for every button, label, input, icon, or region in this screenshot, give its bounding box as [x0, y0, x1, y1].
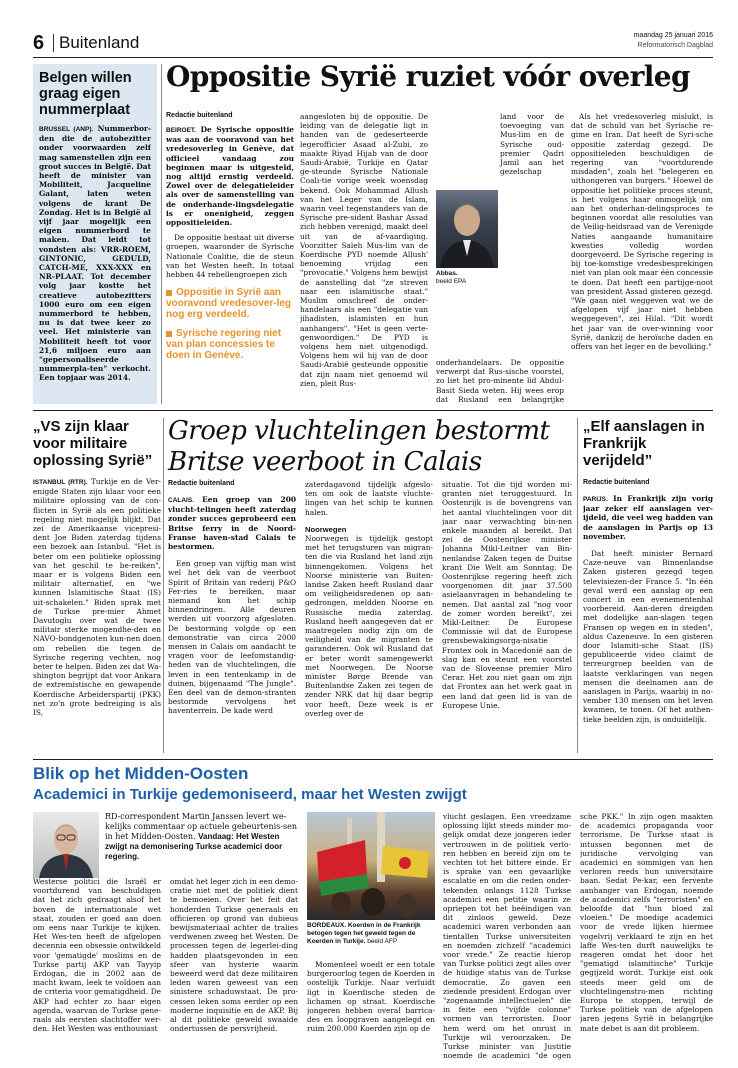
- koerden-caption: [307, 922, 435, 946]
- bullet-square-icon: [166, 290, 172, 296]
- page-header: [33, 30, 713, 56]
- sidebar-vs-body: Turkije en de Ver-enigde Staten zijn klaar voor een militaire oplossing van de con-flicten in Syrië als een politieke regeling niet mogelijk blijkt. Dat zei de Amerikaanse vicepresi-dent Joe Biden zaterdag tijdens een bezoek aan Istanbul. "Het is beter om een politieke oplossing van het geschil te be-reiken", maar er is volgens Biden een militair alternatief, en "we kunnen Islamitische Staat (IS) uit-schakelen." Biden sprak met de Turkse pre-mier Ahmet Davutoglu over wat de twee militair sterke mogendhe-den en NAVO-bondgenoten kun-nen doen om rebellen die tegen de Syrische regering vechten, nog beter te helpen. Biden zei dat Wa-shington begrijpt dat voor Ankara de extremistische en gewapende Koerdische Arbeiderspartij (PKK) net zo'n grote bedreiging is als IS,: [33, 477, 161, 718]
- column-intro-bold: Vandaag: Het Westen zwijgt na demonisering Turkse academici door regering.: [105, 832, 283, 861]
- lead-col-3: [436, 112, 564, 404]
- abbas-caption-credit: beeld EPA: [436, 278, 467, 285]
- sidebar-frankrijk-kicker: PARIJS.: [583, 496, 608, 503]
- calais-intro: Een groep van 200 vlucht-telingen heeft zaterdag zonder succes geprobeerd een Britse ferry in de Noord-Franse haven-stad Calais te bestormen.: [168, 495, 296, 552]
- column-col-5: sche PKK." In zijn ogen maakten de academici propaganda voor terrorisme. De Turkse staat is intussen begonnen met de juridische vervolging van academici en sommigen van hen verloren reeds hun universitaire baan. Sedat Pe-kar, een fervente aanhanger van Erdogan, noemde de academici zelfs "terroristen" en beloofde dat "hun bloed zal vloeien." De moedige academici voor de vrede lijken hiermee vogelvrij verklaard te zijn en het laffe Wes-ten durft nauwelijks te reageren omdat het door het "gematigd islamitische" Turkije gegijzeld wordt. Turkije eist ook steeds meer geld om de vluchtelingenstro-men richting Europa te stoppen, terwijl de Turkse politiek van de afgelopen jaren jegens Syrië in belangrijke mate debet is aan dit probleem.: [580, 812, 713, 1033]
- lead-headline: Oppositie Syrië ruziet vóór overleg: [166, 60, 691, 93]
- page-number: 6: [33, 32, 45, 54]
- issue-date: maandag 25 januari 2016: [633, 32, 713, 39]
- column-col-3: Momenteel woedt er een totale burgeroorlog tegen de Koerden in oostelijk Turkije. Naar verluidt ligt in Koerdische steden de lichamen op straat. Koerdische jongeren hebben overal barrica-des en loopgraven aangelegd en ruim 200.000 Koerden zijn op de: [307, 960, 435, 1034]
- calais-kicker: CALAIS.: [168, 497, 194, 504]
- sidebar-vs-kicker: ISTANBUL (RTR).: [33, 479, 88, 486]
- koerden-photo: [307, 812, 435, 920]
- calais-col-3: situatie. Tot die tijd worden mi-granten niet teruggestuurd. In Oostenrijk is de bovengrens van het aantal vluchtelingen voor dit jaar naar verwachting bin-nen enkele maanden al bereikt. Dat zei de Oostenrijkse minister Johanna Mikl-Leitner van Bin-nenlandse Zaken tegen de Duitse krant Die Welt am Sonntag. De Oostenrijkse regering heeft zich voorgenomen dit jaar 37.500 asielaanvragen in behandeling te nemen. Dat aantal zal "nog voor de zomer worden bereikt", zei Mikl-Leitner. De Europese Commissie wil dat de Europese grensbewakingsorga-nisatie Frontex ook in Macedonië aan de slag kan en steunt een voorstel van de Sloveense premier Miro Cerar. Het zou niet gaan om zijn dat Frontex aan het werk gaat in een land dat geen lid is van de Europese Unie.: [442, 480, 572, 710]
- column-headline: Academici in Turkije gedemoniseerd, maar het Westen zwijgt: [33, 786, 467, 803]
- lead-col-4: Als het vredesoverleg mislukt, is dat de schuld van het Syrische re-gime en Iran. Dat heeft de Syri-sche oppositie zaterdag gezegd. De oppositieleden beschuldigen de regering van "voortdurende misdaden", zoals het "belegeren en uithongeren van burgers." Hoewel de oppositie het politieke proces steunt, is het volgens haar onmogelijk om aan het onderhan-delingsproces te beginnen voordat alle resoluties van de Veilig-heidsraad van de Verenigde Naties aangaande humanitaire kwesties volledig worden doorgevoerd. De Syrische regering is bij toe-komstige vredesbesprekingen niet van plan ook maar één concessie te doen. Dat heeft een partijge-noot van president Assad gisteren gezegd. "We gaan niet weggeven wat we de afgelopen vijf jaar niet hebben weggegeven", zei Hilal. "Dit wordt het jaar van de over-winning voor Syrië, dankzij de heroïsche daden en offers van het leger en de bevolking.": [571, 112, 713, 352]
- section-name: Buitenland: [59, 33, 140, 52]
- koerden-caption-kicker: BORDEAUX.: [307, 922, 347, 929]
- lead-col1-text: De oppositie bestaat uit diverse groepen, waaronder de Syrische Nationale Coalitie, die de steun van het Westen heeft. In totaal hebben 44 rebellengroepen zich: [166, 233, 294, 280]
- sidebar-vs-title: „VS zijn klaar voor militaire oplossing Syrië”: [33, 418, 153, 469]
- sidebar-kicker: BRUSSEL (ANP).: [39, 126, 94, 133]
- abbas-caption-name: Abbas.: [436, 270, 458, 277]
- koerden-caption-text: Koerden in de Frankrijk betogen tegen het geweld tegen de Koerden in Turkije.: [307, 922, 421, 945]
- newspaper-name: Reformatorisch Dagblad: [637, 42, 713, 49]
- calais-byline: Redactie buitenland: [168, 480, 235, 487]
- lead-col-1: [166, 112, 294, 404]
- calais-col-2: zaterdagavond tijdelijk afgeslo-ten om ook de laatste vluchte-lingen van het schip te kunnen halen. Noorwegen Noorwegen is tijdelijk gestopt met het terugsturen van migran-ten die via Rusland het land zijn binnengekomen. Volgens het Noorse ministerie van Buiten-landse Zaken heeft Rusland daar om veiligheidsredenen op aan-gedrongen, meldden Noorse en Russische media zaterdag. Rusland heeft aangegeven dat er maatregelen nodig zijn om de veiligheid van de migranten te garanderen. Ook wil Rusland dat er beter wordt samengewerkt met Noorwegen. De Noorse minister Børge Brende van Buitenlandse Zaken zei tegen de zender NRK dat hij daar begrip voor heeft. Deze week is er overleg over de: [305, 480, 433, 718]
- calais-headline: Groep vluchtelingen bestormt Britse veerboot in Calais: [168, 416, 550, 477]
- column-col-2: omdat het leger zich in een demo-cratie niet met de politiek dient te bemoeien. Over het feit dat honderden Turkse generaals en officieren op grond van dubieus bewijsmateriaal achter de tralies verdwenen zweeg het Westen. De processen tegen de legerlei-ding hadden plaatsgevonden in een sfeer van hysterie waarin beweerd werd dat deze militairen leden waren geweest van een sinistere schaduwstaat. De pro-cessen leken soms eerder op een moderne inquisitie en de AKP. Bij al dit politieke geweld swaaide ondertussen de persvrijheid.: [170, 877, 298, 1034]
- lead-col3-text: land voor de toevoeging van Mus-lim en de Syrische oud-premier Qadri Jamil aan het gezelschap onderhandelaars. De oppositie verwerpt dat Rus-sische voorstel, zo liet het pro-minente lid Abdul-Basit Sieda weten. Hij wees erop dat Rusland een belangrijke: [436, 112, 564, 404]
- koerden-caption-credit: beeld AFP: [367, 938, 398, 945]
- lead-bullet-2: Syrische regering niet van plan concessies te doen in Genève.: [166, 328, 282, 362]
- sidebar-body: Nummerbor-den die de autobezitter onder voorwaarden zelf mag samenstellen zijn een groot succes in België. Dat heeft de minister van Mobiliteit, Jacqueline Galant, laten weten volgens de krant De Zondag. Het is in België al vijf jaar mogelijk een eigen nummerbord te maken. Dat leidt tot vondsten als: VRR-ROEM, GINTONIC, GEDULD, CATCH-ME, XXX-XXX en NR-PLAAT. Tot december volg jaar kostte het creatieve autobezitters 1000 euro om een eigen nummerbord te hebben, nu is dat twee keer zo veel. Het ministerie van Mobiliteit heeft tot voor 21,6 miljoen euro aan "gepersonaliseerde nummerpla-ten" verkocht. Een topjaar was 2014.: [39, 124, 151, 383]
- sidebar-title: Belgen willen graag eigen nummerplaat: [39, 70, 132, 118]
- sidebar-frankrijk-title: „Elf aanslagen in Frankrijk verijdeld”: [583, 418, 705, 469]
- sidebar-frankrijk-byline: Redactie buitenland: [583, 479, 650, 486]
- column-intro: RD-correspondent Martin Janssen levert we-kelijks commentaar op actuele gebeurtenis-sen in het Midden-Oosten. Vandaag: Het Westen zwijgt na demonisering Turkse academici door regering.: [105, 812, 297, 861]
- calais-subhead: Noorwegen: [305, 524, 347, 534]
- bullet-square-icon: [166, 331, 172, 337]
- martin-janssen-photo: [33, 812, 99, 878]
- lead-kicker: BEIROET.: [166, 127, 196, 134]
- lead-intro: De Syrische oppositie was aan de vooravond van het vredesoverleg in Genève, dat officieel vandaag zou beginnen maar is uitgesteld, nog altijd ernstig verdeeld. Zowel over de delegatieleider als over de samenstelling van de onderhande-lingsdelegatie is er onenigheid, zeggen oppositieleiden.: [166, 125, 294, 228]
- sidebar-nummerplaat: [33, 64, 157, 404]
- column-section-title: Blik op het Midden-Oosten: [33, 764, 249, 783]
- column-col-4: vlucht geslagen. Een vreedzame oplossing lijkt steeds minder mo-gelijk omdat deze jongeren ieder vertrouwen in de politiek verlo-ren hebben en bereid zijn om te vechten tot het bittere einde. Er is sprake van een gevaarlijke escalatie en om die reden onder-tekenden onlangs 1128 Turkse academici een petitie waarin ze opriepen tot het beëindigen van dit zinloos geweld. Deze academici waren verbonden aan tientallen Turkse universiteiten en noemden zichzelf "academici voor vrede." Ze reactie hierop van Turkse politici zegt alles over de huidige status van de Turkse democratie. Zo gaven een ziedende president Erdogan over "zogenaamde intellectuelen" die in feite een "vijfde colonne" vormen van terroristen. Door hem werd om het onrust in Turkije wil veroorzaken. De Turkse minister van Justitie noemde de academici "de ogen: [443, 812, 571, 1060]
- lead-bullet-1: Oppositie in Syrië aan vooravond vredesover-leg nog erg verdeeld.: [166, 287, 292, 321]
- sidebar-frankrijk: [583, 418, 713, 753]
- column-col-1: Westerse politici die Israël er voortdurend van beschuldigen dat het zich gedraagt alsof het boven de internationale wet staat, zouden er goed aan doen om eens naar Turkije te kijken. Het Wes-ten heeft de afgelopen decennia een obsessie ontwikkeld voor 'gematigde' moslims en de Turkse partij AKP van Tayyip Erdogan, die in 2002 aan de macht kwam, leek te voldoen aan de criteria voor gematigdheid. De AKP had echter zo haar eigen agenda, waarvan de Turkse gene-raals als eersten slachtoffer wer-den. Het Westen was enthousiast: [33, 877, 161, 1034]
- sidebar-frankrijk-body: Dat heeft minister Bernard Caze-neuve van Binnenlandse Zaken gisteren gezegd tegen televisiezen-der France 5. "In één geval werd een aanslag op een concert in een evenementenhal voorbereid. Aan-deren dreigden met dodelijke aan-slagen tegen Fransen op wegen en in steden", aldus Cazeneuve. In een gisteren door Islamiti-sche Staat (IS) gepubliceerde video claimt de terreurgroep beelden van de laatste verklaringen van negen mensen die deelnamen aan de aanslagen in Parijs, waarbij in no-vember 130 mensen om het leven kwamen, te tonen. Of het authen-tieke beelden zijn, is onduidelijk.: [583, 549, 713, 724]
- sidebar-vs: [33, 418, 161, 753]
- sidebar-frankrijk-intro: In Frankrijk zijn vorig jaar zeker elf aanslagen ver-ijdeld, die veel weg hadden van de aanslagen in Parijs op 13 november.: [583, 494, 713, 541]
- calais-col1-text: Een groep van vijftig man wist wel het dek van de veerboot Spirit of Britain van rederij P&O Fer-ries te bereiken, maar niemand kon het schip binnendringen. Alle deuren werden uit voorzorg afgesloten. De bestorming volgde op een demonstratie van circa 2000 mensen in Calais om aandacht te vragen voor de leefomstandig-heden van de vluchtelingen, die leven in een tentenkamp in de duinen, bijgenaamd "The Jungle". Een deel van de demon-stranten bestormde vervolgens het haventerrein. De kade werd: [168, 559, 296, 716]
- calais-col-1: [168, 480, 296, 753]
- lead-col-2: aangesloten bij de oppositie. De leiding van de delegatie ligt in handen van de gedeserteerde legerofficier Asaad al-Zubi, zo maakte Riyad Hijab van de door Saudi-Arabië, Turkije en Qatar ge-steunde Syrische Nationale Coali-tie vorige week woensdag bekend. Ook Mohammad Allush van het Leger van de Islam, waarin veel tegenstanders van de Syrische pre-sident Bashar Assad zich hebben verenigd, maakt deel uit van de af-vaardiging. Voorzitter Saleh Mus-lim van de Koerdische PYD noemde Allush' benoeming vrijdag een "provocatie." Volgens hem bewijst de aanstelling dat "ze streven naar een islamitische staat." Muslim omschreef de onder-handelaars als een "delegatie van jihadisten, islamisten en hun aanhangers". "Het is geen verte-genwoordigen." De PYD is volgens hem niet uitgenodigd. Volgens hem wil hij van de door Saudi-Arabië gesteunde oppositie dat zijn naam niet genoemd wil zien, pleit Rus-: [300, 112, 428, 388]
- lead-byline: Redactie buitenland: [166, 112, 233, 119]
